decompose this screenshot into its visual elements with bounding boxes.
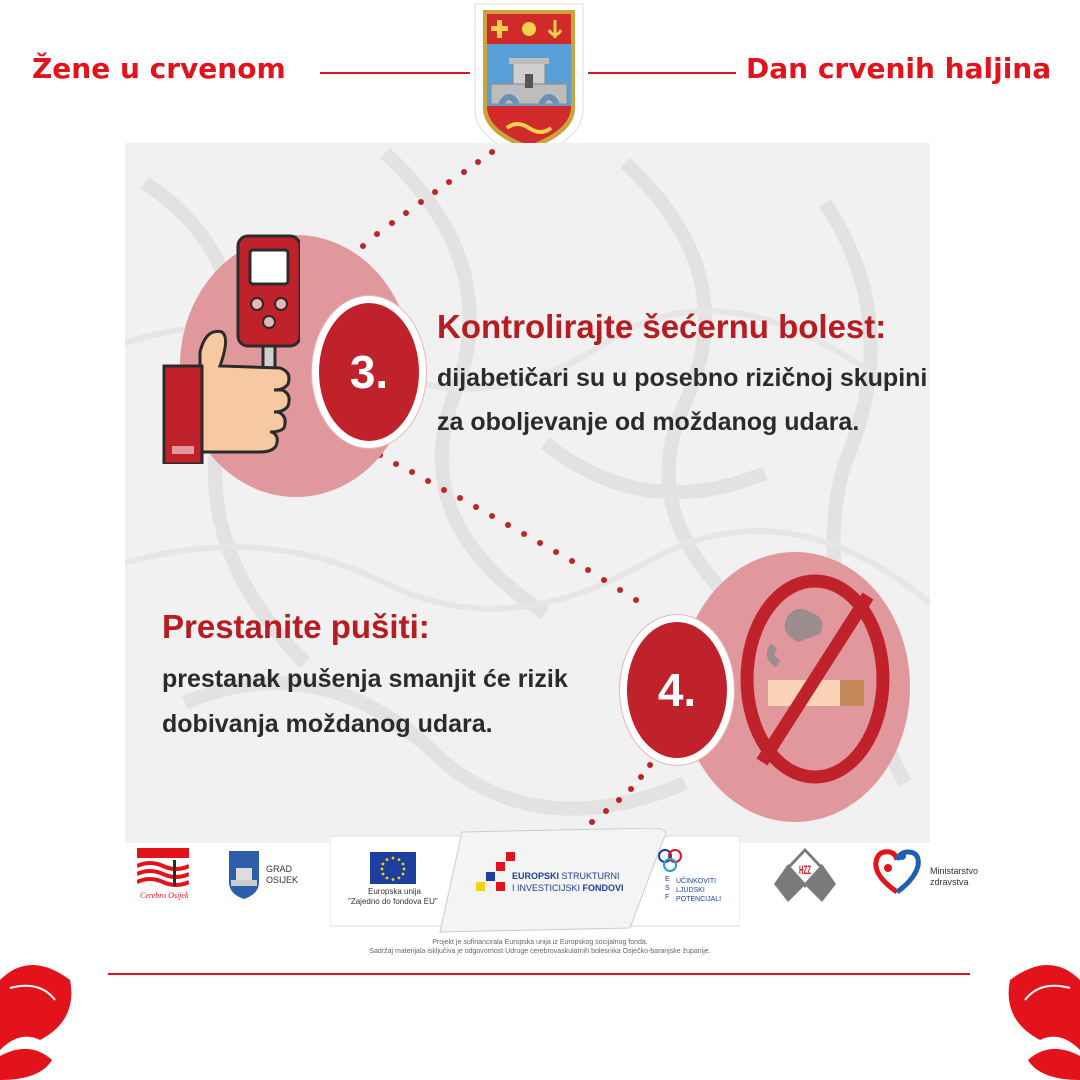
footnote-line1: Projekt je sufinancirala Europska unija iz Europskog socijalnog fonda. (432, 939, 648, 946)
ministry-line1: Ministarstvo (930, 866, 979, 876)
no-smoking-icon (738, 572, 892, 786)
esif-line1: EUROPSKI STRUKTURNI (512, 871, 620, 881)
footnote-line2: Sadržaj materijala isključiva je odgovornost Udruge cerebrovaskularnih bolesnika Osječko-baranjske županije. (369, 948, 711, 955)
hzz-logo-icon (774, 848, 836, 902)
cerebro-osijek-label: Cerebro Osijek (140, 891, 189, 900)
header-left-title: Žene u crvenom (32, 52, 286, 85)
esf-line3: POTENCIJALI (676, 896, 722, 903)
grad-osijek-line1: GRAD (266, 864, 293, 874)
esf-flower-icon (656, 848, 684, 874)
step4-line1: prestanak pušenja smanjit će rizik (162, 665, 568, 693)
eu-flag-icon (370, 852, 416, 884)
esf-line1: UČINKOVITI (676, 878, 717, 885)
eu-label-line2: "Zajedno do fondova EU" (348, 897, 438, 906)
ministry-line2: zdravstva (930, 877, 969, 887)
step4-line2: dobivanja moždanog udara. (162, 710, 493, 738)
eu-label-line1: Europska unija (368, 887, 421, 896)
footnote (300, 938, 780, 956)
bow-left-icon (0, 960, 80, 1080)
step4-number-badge: 4. (620, 615, 734, 765)
bottom-divider (108, 973, 970, 975)
step3-line2: za oboljevanje od moždanog udara. (437, 408, 860, 436)
grad-osijek-line2: OSIJEK (266, 875, 299, 885)
step3-title: Kontrolirajte šećernu bolest: (437, 308, 887, 345)
esf-line2: LJUDSKI (676, 887, 705, 894)
step3-number-badge: 3. (312, 296, 426, 448)
header-right-title: Dan crvenih haljina (746, 52, 1052, 85)
grad-osijek-crest-icon (228, 850, 260, 900)
step4-title: Prestanite pušiti: (162, 608, 430, 645)
esif-line2: I INVESTICIJSKI FONDOVI (512, 883, 624, 893)
bow-right-icon (1002, 960, 1080, 1080)
step3-line1: dijabetičari su u posebno rizičnoj skupini (437, 364, 928, 392)
esf-letters: ESF (665, 876, 670, 901)
ministry-heart-icon (872, 846, 922, 896)
svg-text:HZZ: HZZ (799, 863, 811, 877)
glucometer-hand-icon (160, 232, 300, 464)
cerebro-osijek-logo-icon (137, 848, 189, 890)
